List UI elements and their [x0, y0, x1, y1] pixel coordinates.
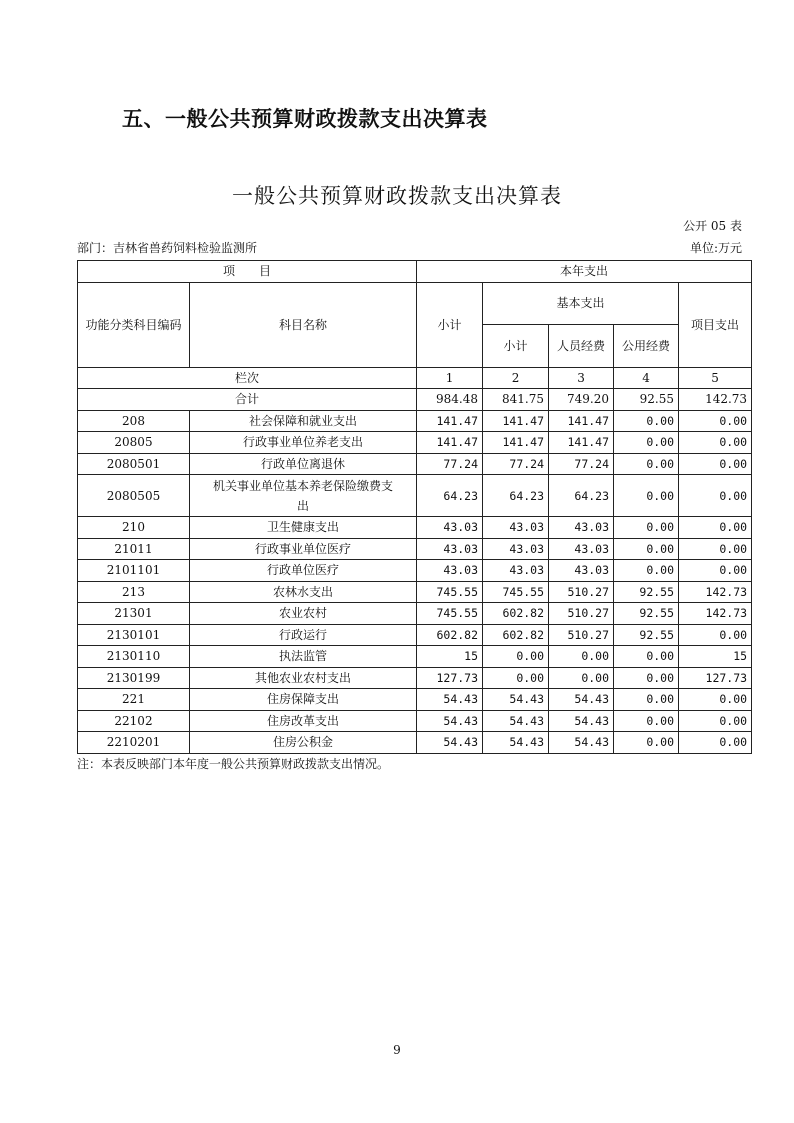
total-row	[78, 389, 752, 411]
row-value: 0.00	[614, 667, 679, 689]
header-personnel: 人员经费	[549, 324, 614, 367]
row-name: 卫生健康支出	[190, 517, 417, 539]
row-value: 0.00	[679, 710, 752, 732]
row-name: 住房公积金	[190, 732, 417, 754]
row-value: 54.43	[483, 689, 549, 711]
row-value: 54.43	[549, 689, 614, 711]
row-name: 农业农村	[190, 603, 417, 625]
row-value: 0.00	[549, 667, 614, 689]
row-value: 54.43	[417, 732, 483, 754]
row-value: 0.00	[614, 646, 679, 668]
table-row	[78, 453, 752, 475]
row-code: 21011	[78, 538, 190, 560]
table-row	[78, 560, 752, 582]
header-subject-name: 科目名称	[190, 282, 417, 367]
page-number: 9	[393, 1043, 401, 1057]
table-row	[78, 581, 752, 603]
row-value: 141.47	[483, 432, 549, 454]
row-value: 77.24	[483, 453, 549, 475]
row-value: 77.24	[417, 453, 483, 475]
header-func-code: 功能分类科目编码	[78, 282, 190, 367]
row-value: 0.00	[614, 517, 679, 539]
total-value: 749.20	[549, 389, 614, 411]
row-name: 行政单位医疗	[190, 560, 417, 582]
row-value: 0.00	[483, 646, 549, 668]
row-value: 54.43	[417, 710, 483, 732]
row-value: 0.00	[614, 432, 679, 454]
row-value: 0.00	[679, 432, 752, 454]
row-name: 行政事业单位养老支出	[190, 432, 417, 454]
row-name: 住房改革支出	[190, 710, 417, 732]
row-value: 142.73	[679, 603, 752, 625]
row-value: 141.47	[549, 432, 614, 454]
row-value: 141.47	[549, 410, 614, 432]
row-value: 0.00	[679, 453, 752, 475]
row-value: 0.00	[679, 410, 752, 432]
row-value: 54.43	[549, 732, 614, 754]
header-item: 项 目	[78, 261, 417, 283]
row-name: 其他农业农村支出	[190, 667, 417, 689]
row-value: 43.03	[483, 560, 549, 582]
total-label: 合计	[78, 389, 417, 411]
row-value: 0.00	[679, 689, 752, 711]
row-value: 745.55	[483, 581, 549, 603]
row-name: 社会保障和就业支出	[190, 410, 417, 432]
row-value: 54.43	[549, 710, 614, 732]
row-code: 2130101	[78, 624, 190, 646]
row-code: 20805	[78, 432, 190, 454]
row-value: 15	[417, 646, 483, 668]
row-value: 77.24	[549, 453, 614, 475]
table-row	[78, 603, 752, 625]
expenditure-table	[77, 260, 752, 754]
row-value: 64.23	[417, 475, 483, 517]
table-row	[78, 689, 752, 711]
row-value: 54.43	[417, 689, 483, 711]
row-value: 510.27	[549, 624, 614, 646]
row-value: 510.27	[549, 581, 614, 603]
table-row	[78, 646, 752, 668]
table-code-label: 公开 05 表	[683, 219, 742, 233]
row-value: 0.00	[549, 646, 614, 668]
row-code: 22102	[78, 710, 190, 732]
table-row	[78, 517, 752, 539]
row-value: 602.82	[417, 624, 483, 646]
row-code: 210	[78, 517, 190, 539]
row-value: 0.00	[679, 560, 752, 582]
column-index-row	[78, 367, 752, 389]
row-value: 142.73	[679, 581, 752, 603]
row-value: 0.00	[679, 475, 752, 517]
row-name: 行政单位离退休	[190, 453, 417, 475]
col-index-label: 栏次	[78, 367, 417, 389]
table-title: 一般公共预算财政拨款支出决算表	[232, 184, 562, 208]
header-subtotal: 小计	[417, 282, 483, 367]
department-label: 部门：吉林省兽药饲料检验监测所	[77, 241, 258, 255]
row-value: 64.23	[549, 475, 614, 517]
row-name: 执法监管	[190, 646, 417, 668]
row-value: 43.03	[483, 538, 549, 560]
header-basic-subtotal: 小计	[483, 324, 549, 367]
row-name: 住房保障支出	[190, 689, 417, 711]
col-num-4: 4	[614, 367, 679, 389]
row-value: 141.47	[483, 410, 549, 432]
row-value: 0.00	[614, 710, 679, 732]
row-value: 54.43	[483, 710, 549, 732]
row-value: 43.03	[549, 517, 614, 539]
total-value: 984.48	[417, 389, 483, 411]
table-row	[78, 432, 752, 454]
table-row	[78, 667, 752, 689]
row-code: 21301	[78, 603, 190, 625]
col-num-2: 2	[483, 367, 549, 389]
header-row-1	[78, 261, 752, 283]
header-project: 项目支出	[679, 282, 752, 367]
header-current-year: 本年支出	[417, 261, 752, 283]
total-value: 142.73	[679, 389, 752, 411]
header-basic: 基本支出	[483, 282, 679, 324]
row-value: 0.00	[483, 667, 549, 689]
row-value: 0.00	[679, 624, 752, 646]
row-code: 2080505	[78, 475, 190, 517]
row-value: 43.03	[417, 538, 483, 560]
unit-label: 单位:万元	[689, 241, 742, 255]
row-value: 0.00	[614, 538, 679, 560]
col-num-3: 3	[549, 367, 614, 389]
row-value: 0.00	[679, 538, 752, 560]
row-value: 54.43	[483, 732, 549, 754]
row-name: 农林水支出	[190, 581, 417, 603]
table-row	[78, 410, 752, 432]
row-value: 64.23	[483, 475, 549, 517]
row-value: 43.03	[549, 560, 614, 582]
row-value: 43.03	[549, 538, 614, 560]
table-row	[78, 475, 752, 517]
row-value: 127.73	[417, 667, 483, 689]
table-row	[78, 710, 752, 732]
row-value: 0.00	[614, 410, 679, 432]
row-value: 0.00	[679, 517, 752, 539]
row-value: 127.73	[679, 667, 752, 689]
row-value: 92.55	[614, 581, 679, 603]
row-value: 602.82	[483, 624, 549, 646]
row-value: 602.82	[483, 603, 549, 625]
row-value: 43.03	[483, 517, 549, 539]
header-row-2	[78, 282, 752, 324]
row-value: 141.47	[417, 410, 483, 432]
table-note: 注：本表反映部门本年度一般公共预算财政拨款支出情况。	[77, 757, 390, 771]
row-code: 208	[78, 410, 190, 432]
col-num-1: 1	[417, 367, 483, 389]
row-value: 43.03	[417, 560, 483, 582]
total-value: 841.75	[483, 389, 549, 411]
row-code: 2130110	[78, 646, 190, 668]
row-value: 745.55	[417, 581, 483, 603]
row-value: 0.00	[679, 732, 752, 754]
row-code: 2210201	[78, 732, 190, 754]
row-value: 0.00	[614, 689, 679, 711]
row-name: 机关事业单位基本养老保险缴费支出	[190, 475, 417, 517]
row-code: 2080501	[78, 453, 190, 475]
row-code: 2130199	[78, 667, 190, 689]
total-value: 92.55	[614, 389, 679, 411]
row-name: 行政运行	[190, 624, 417, 646]
row-value: 15	[679, 646, 752, 668]
col-num-5: 5	[679, 367, 752, 389]
row-code: 2101101	[78, 560, 190, 582]
table-row	[78, 732, 752, 754]
row-name: 行政事业单位医疗	[190, 538, 417, 560]
table-row	[78, 538, 752, 560]
row-code: 221	[78, 689, 190, 711]
row-value: 43.03	[417, 517, 483, 539]
row-value: 92.55	[614, 624, 679, 646]
row-value: 141.47	[417, 432, 483, 454]
header-public: 公用经费	[614, 324, 679, 367]
row-value: 0.00	[614, 560, 679, 582]
table-row	[78, 624, 752, 646]
row-value: 92.55	[614, 603, 679, 625]
section-title: 五、一般公共预算财政拨款支出决算表	[122, 107, 488, 131]
row-value: 0.00	[614, 732, 679, 754]
row-code: 213	[78, 581, 190, 603]
row-value: 0.00	[614, 475, 679, 517]
row-value: 745.55	[417, 603, 483, 625]
row-value: 510.27	[549, 603, 614, 625]
row-value: 0.00	[614, 453, 679, 475]
